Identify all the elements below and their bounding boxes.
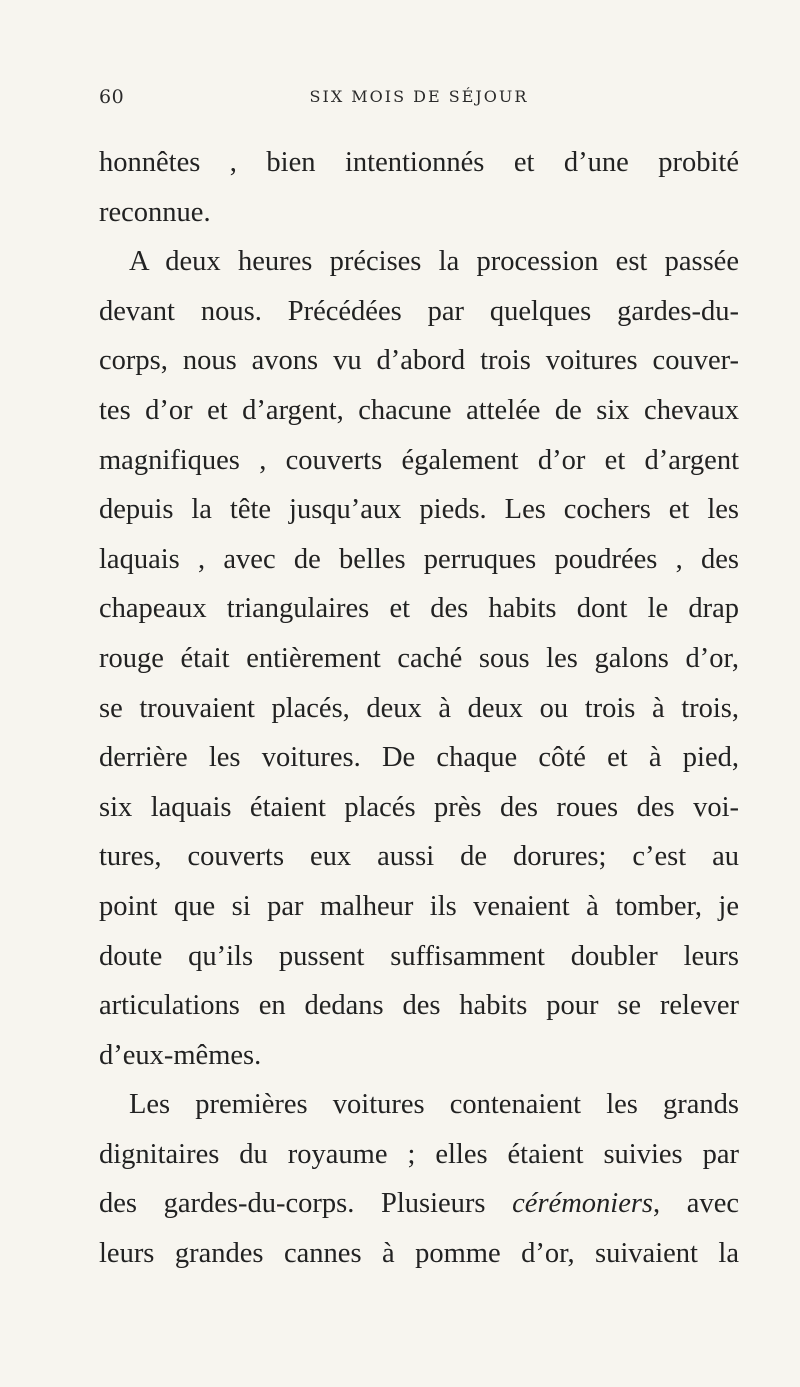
page-header [99, 86, 739, 116]
text-line: honnêtes , bien intentionnés et d’une probité [99, 147, 739, 178]
text-line: tures, couverts eux aussi de dorures; c’est au [99, 841, 739, 873]
text-line: doute qu’ils pussent suffisamment doubler leurs [99, 940, 739, 972]
page-number: 60 [99, 86, 125, 108]
text-line: Les premières voitures contenaient les grands [129, 1089, 739, 1121]
text-line: A deux heures précises la procession est passée [129, 246, 739, 278]
body-text [99, 138, 739, 1279]
text-line: reconnue. [99, 196, 211, 228]
text-line: rouge était entièrement caché sous les galons d’or, [99, 642, 739, 674]
italic-term: cérémoniers [512, 1188, 654, 1220]
text-line: leurs grandes cannes à pomme d’or, suivaient la [99, 1238, 739, 1270]
text-segment: des gardes-du-corps. Plusieurs [99, 1188, 486, 1220]
running-head: SIX MOIS DE SÉJOUR [309, 87, 529, 106]
text-line: tes d’or et d’argent, chacune attelée de six chevaux [99, 394, 739, 426]
text-line: d’eux-mêmes. [99, 1039, 262, 1071]
text-line-with-italic [99, 1179, 739, 1229]
text-line: corps, nous avons vu d’abord trois voitures couver- [99, 345, 739, 377]
text-line: point que si par malheur ils venaient à tomber, je [99, 890, 739, 922]
text-line: chapeaux triangulaires et des habits dont le drap [99, 593, 739, 625]
text-line: articulations en dedans des habits pour se relever [99, 990, 739, 1022]
text-line: depuis la tête jusqu’aux pieds. Les cochers et les [99, 494, 739, 526]
text-line: devant nous. Précédées par quelques gardes-du- [99, 295, 739, 327]
text-line: se trouvaient placés, deux à deux ou trois à trois, [99, 692, 739, 724]
text-segment: , avec [653, 1188, 739, 1220]
text-line: six laquais étaient placés près des roues des voi- [99, 791, 739, 823]
text-line: laquais , avec de belles perruques poudrées , des [99, 543, 739, 575]
text-line: dignitaires du royaume ; elles étaient suivies par [99, 1138, 739, 1170]
text-line: derrière les voitures. De chaque côté et à pied, [99, 742, 739, 774]
text-line: magnifiques , couverts également d’or et d’argent [99, 444, 739, 476]
